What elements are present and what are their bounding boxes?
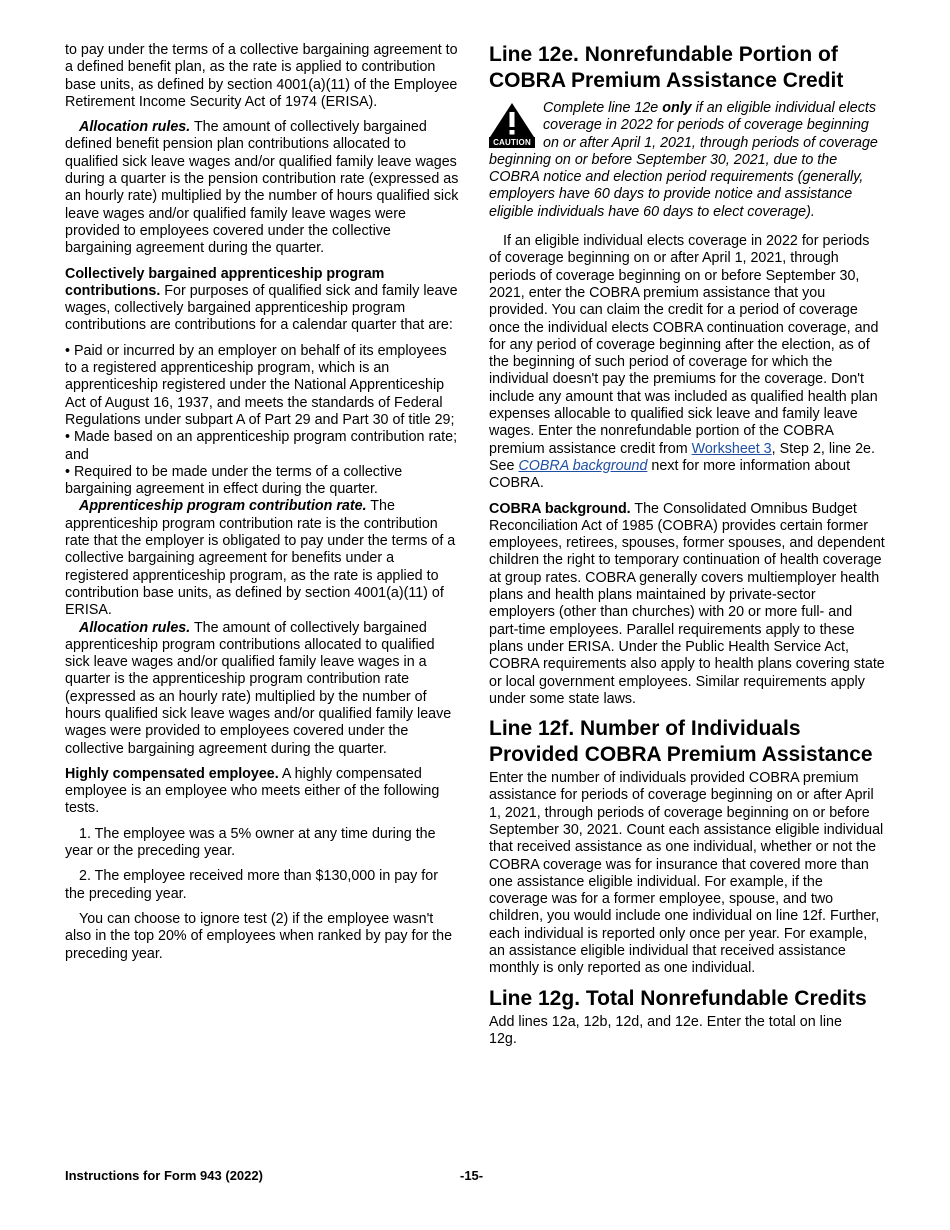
caution-label: CAUTION bbox=[489, 137, 535, 148]
right-column bbox=[489, 42, 885, 1056]
bullet-item: • Made based on an apprenticeship program contribution rate; and bbox=[65, 429, 458, 463]
heading-line-12f: Line 12f. Number of Individuals Provided COBRA Premium Assistance bbox=[489, 717, 873, 767]
line-12g-paragraph: Add lines 12a, 12b, 12d, and 12e. Enter the total on line 12g. bbox=[489, 1013, 842, 1047]
allocation-rules-apprenticeship: Allocation rules. The amount of collectively bargained apprenticeship program contributions allocated to qualified sick leave wages and/or qualified family leave wages in a quarter is the apprenticeship program contribution rate (expressed as an hourly rate) multiplied by the number of hours qualified sick leave wages and/or qualified family leave wages were provided to employees covered under the collective bargaining agreement during the quarter. bbox=[65, 619, 452, 757]
worksheet-3-link[interactable]: Worksheet 3 bbox=[691, 440, 772, 457]
warning-triangle-icon bbox=[489, 102, 535, 138]
test-2: 2. The employee received more than $130,000 in pay for the preceding year. bbox=[65, 868, 438, 902]
line-12e-paragraph: If an eligible individual elects coverage in 2022 for periods of coverage beginning on or after April 1, 2021, through periods of coverage beginning on or before September 30, 2021, enter the COBRA premium assistance that you provided. You can claim the credit for a period of coverage once the individual elects COBRA continuation coverage, and for any period of coverage beginning after the election, as of the beginning of such period of coverage for which the individual doesn't pay the premiums for the coverage. Don't include any amount that was included as qualified health plan expenses allocable to qualified sick leave and family leave wages. Enter the nonrefundable portion of the COBRA premium assistance credit from Worksheet 3, Step 2, line 2e. See COBRA background next for more information about COBRA. bbox=[489, 233, 879, 492]
heading-line-12g: Line 12g. Total Nonrefundable Credits bbox=[489, 986, 867, 1010]
test-1: 1. The employee was a 5% owner at any time during the year or the preceding year. bbox=[65, 825, 436, 860]
heading-line-12e: Line 12e. Nonrefundable Portion of COBRA Premium Assistance Credit bbox=[489, 43, 844, 92]
caution-icon bbox=[489, 102, 535, 148]
ignore-test-note: You can choose to ignore test (2) if the employee wasn't also in the top 20% of employees when ranked by pay for the preceding year. bbox=[65, 910, 453, 962]
footer-form-name: Instructions for Form 943 (2022) bbox=[65, 1168, 263, 1183]
continued-paragraph: to pay under the terms of a collective bargaining agreement to a defined benefit plan, as the rate is applied to contribution base units, as defined by section 4001(a)(11) of the Employee Retirement Income Security Act of 1974 (ERISA). bbox=[65, 42, 458, 110]
allocation-rules-pension: Allocation rules. The amount of collectively bargained defined benefit pension plan contributions allocated to qualified sick leave wages and/or qualified family leave wages during a quarter is the pension contribution rate (expressed as an hourly rate) multiplied by the number of hours qualified sick leave wages and/or qualified family leave wages were provided to employees covered under the collective bargaining agreement during the quarter. bbox=[65, 119, 459, 257]
bullet-item: • Required to be made under the terms of a collective bargaining agreement in effect during the quarter. bbox=[65, 463, 403, 498]
left-column bbox=[65, 42, 461, 971]
bullet-item: • Paid or incurred by an employer on behalf of its employees to a registered apprenticeship program, which is an apprenticeship registered under the National Apprenticeship Act of August 16, 1937, and meets the standards of Federal Regulations under subpart A of Part 29 and Part 30 of title 29; bbox=[65, 342, 455, 428]
cobra-background: COBRA background. The Consolidated Omnibus Budget Reconciliation Act of 1985 (COBRA) provides certain former employees, retirees, spouses, former spouses, and dependent children the right to temporary continuation of health coverage at group rates. COBRA generally covers multiemployer health plans and health plans maintained by private-sector employers (other than churches) with 20 or more full- and part-time employees. Parallel requirements apply to these plans under ERISA. Under the Public Health Service Act, COBRA requirements also apply to health plans covering state or local government employees. Similar requirements apply under some state laws. bbox=[489, 500, 885, 707]
caution-note: CAUTION Complete line 12e only if an eligible individual elects coverage in 2022 for periods of coverage beginning on or after April 1, 2021, through periods of coverage beginning on or before September 30, 2021, due to the COBRA notice and election period requirements (generally, employers have 60 days to provide notice and assistance eligible individuals have 60 days to elect coverage). bbox=[489, 100, 878, 220]
line-12f-paragraph: Enter the number of individuals provided COBRA premium assistance for periods of coverage beginning on or after April 1, 2021, through periods of coverage beginning on or before September 30, 2021. Count each assistance eligible individual that received assistance as one individual, whether or not the COBRA coverage was for insurance that covered more than one assistance eligible individual. For example, if the coverage was for a former employee, spouse, and two children, you would include one individual on line 12f. Further, each individual is reported only once per year. For example, an assistance eligible individual that received assistance monthly is only reported as one individual. bbox=[489, 770, 884, 977]
cobra-background-link[interactable]: COBRA background bbox=[518, 457, 648, 474]
apprenticeship-contributions: Collectively bargained apprenticeship program contributions. For purposes of qualified sick and family leave wages, collectively bargained apprenticeship program contributions are contributions for a calendar quarter that are: bbox=[65, 265, 458, 334]
footer-page-number: -15- bbox=[460, 1168, 484, 1183]
highly-compensated-employee: Highly compensated employee. A highly compensated employee is an employee who meets either of the following tests. bbox=[65, 765, 440, 817]
apprenticeship-rate: Apprenticeship program contribution rate. The apprenticeship program contribution rate is the contribution rate that the employer is obligated to pay under the terms of a collective bargaining agreement for benefits under a registered apprenticeship program, as the rate is applied to contribution base units, as defined by section 4001(a)(11) of ERISA. bbox=[65, 498, 456, 619]
